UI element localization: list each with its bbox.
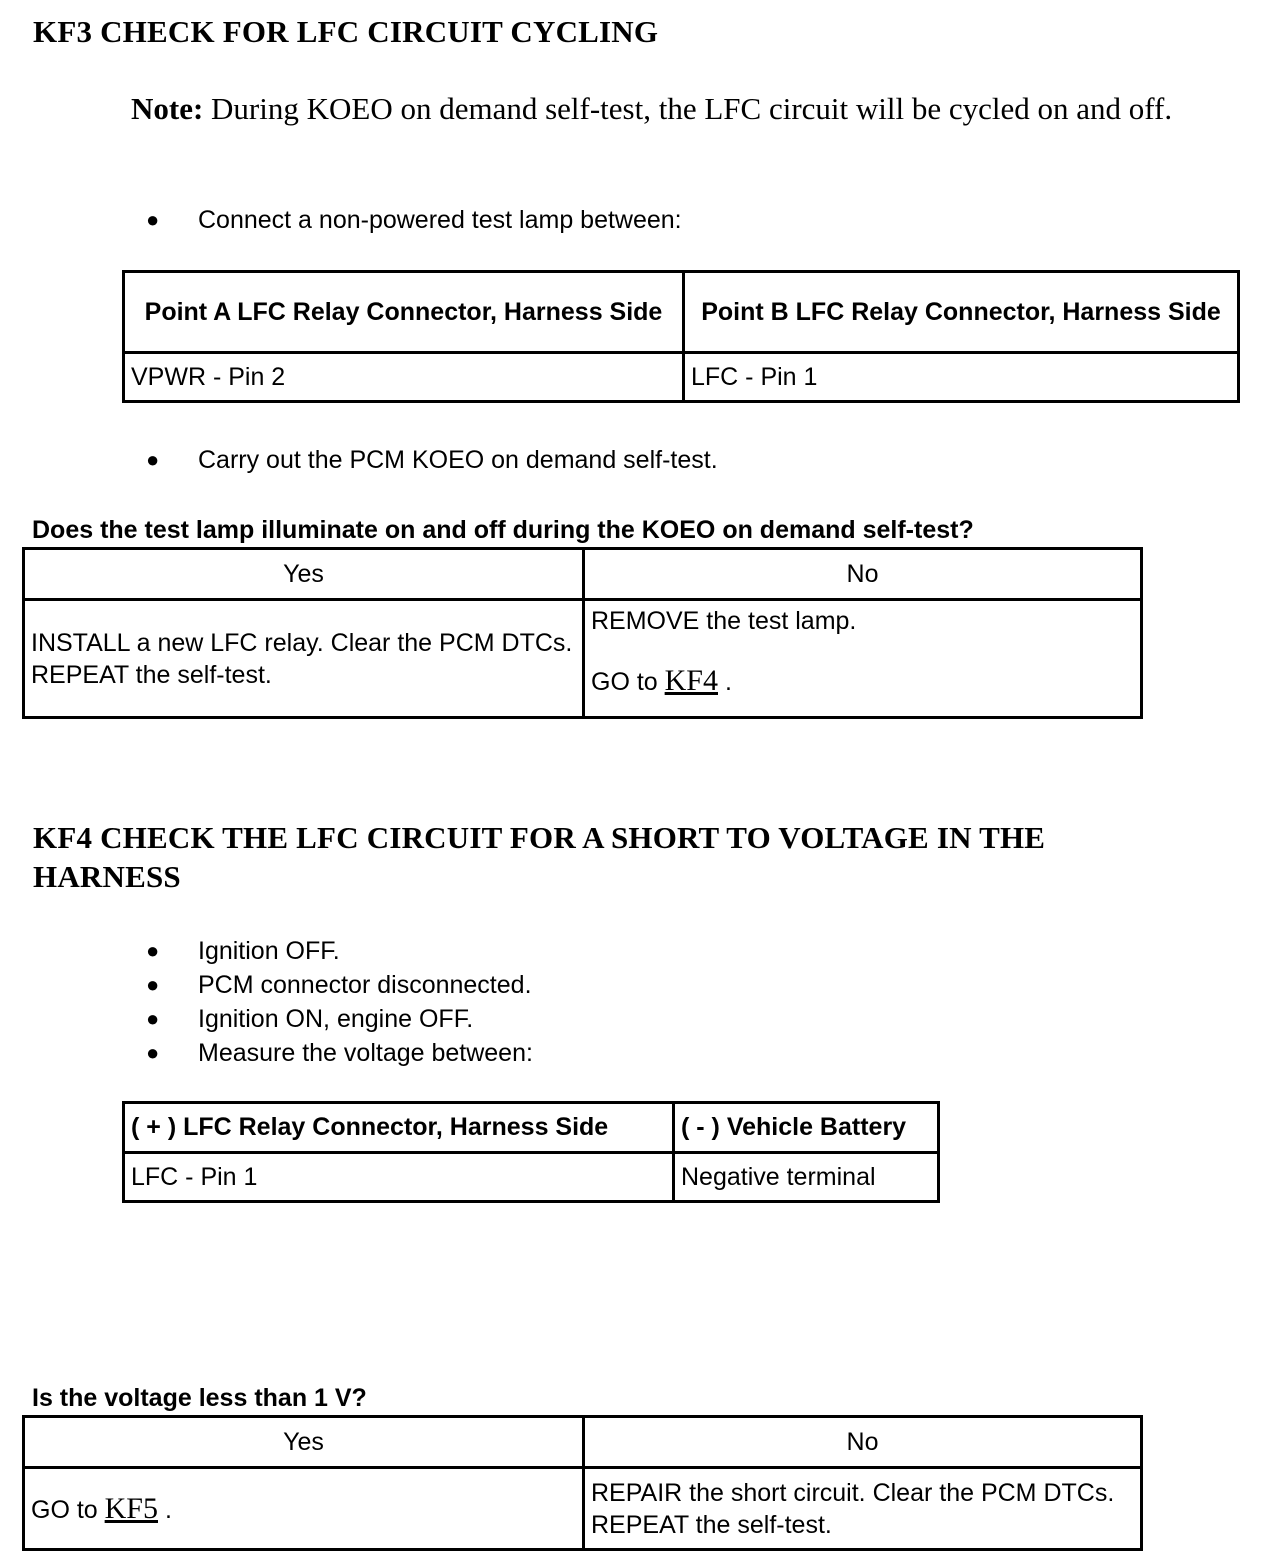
list-item (146, 934, 533, 968)
bullet-text: PCM connector disconnected. (198, 971, 532, 999)
goto-prefix: GO to (31, 1495, 105, 1524)
list-item (146, 1036, 533, 1070)
goto-suffix: . (718, 668, 732, 696)
note-label: Note: (131, 91, 204, 126)
kf3-bullet-selftest (146, 443, 718, 477)
kf3-answer-table (22, 547, 1143, 719)
kf3-note (131, 90, 1221, 128)
goto-prefix: GO to (591, 668, 665, 696)
bullet-icon: ● (146, 447, 160, 472)
kf4-link[interactable]: KF4 (664, 664, 718, 697)
answer-header-yes: Yes (24, 549, 584, 600)
table-cell-point-b: LFC - Pin 1 (684, 353, 1239, 402)
answer-no-cell (584, 600, 1142, 718)
table-cell-negative: Negative terminal (674, 1153, 939, 1202)
answer-row (24, 1468, 1142, 1550)
bullet-text: Ignition OFF. (198, 937, 340, 965)
kf4-question: Is the voltage less than 1 V? (32, 1384, 367, 1412)
table-header-point-b: Point B LFC Relay Connector, Harness Side (684, 272, 1239, 353)
list-item (146, 1002, 533, 1036)
table-header-negative: ( - ) Vehicle Battery (674, 1103, 939, 1153)
kf4-measure-table (122, 1101, 940, 1203)
bullet-text: Ignition ON, engine OFF. (198, 1005, 474, 1033)
answer-no-goto (591, 664, 1134, 698)
table-header-positive: ( + ) LFC Relay Connector, Harness Side (124, 1103, 674, 1153)
kf5-link[interactable]: KF5 (104, 1491, 158, 1525)
list-item (146, 968, 533, 1002)
bullet-text: Connect a non-powered test lamp between: (198, 206, 682, 234)
kf4-heading-line1: KF4 CHECK THE LFC CIRCUIT FOR A SHORT TO VOLTAGE IN THE (33, 820, 1046, 855)
answer-yes-cell: INSTALL a new LFC relay. Clear the PCM DTCs. REPEAT the self-test. (24, 600, 584, 718)
goto-suffix: . (158, 1495, 172, 1524)
kf3-heading: KF3 CHECK FOR LFC CIRCUIT CYCLING (33, 14, 659, 49)
kf3-connection-table (122, 270, 1240, 403)
table-header-row (124, 272, 1239, 353)
table-row (124, 353, 1239, 402)
answer-header-no: No (584, 549, 1142, 600)
table-row (124, 1153, 939, 1202)
bullet-icon: ● (146, 207, 160, 232)
bullet-icon: ● (146, 1006, 160, 1031)
answer-row (24, 600, 1142, 718)
answer-header-row (24, 549, 1142, 600)
table-cell-positive: LFC - Pin 1 (124, 1153, 674, 1202)
answer-no-cell: REPAIR the short circuit. Clear the PCM DTCs. REPEAT the self-test. (584, 1468, 1142, 1550)
table-header-point-a: Point A LFC Relay Connector, Harness Side (124, 272, 684, 353)
kf4-heading-line2: HARNESS (33, 859, 181, 894)
note-text: During KOEO on demand self-test, the LFC circuit will be cycled on and off. (203, 91, 1173, 126)
bullet-icon: ● (146, 938, 160, 963)
kf3-question: Does the test lamp illuminate on and off during the KOEO on demand self-test? (32, 516, 974, 544)
kf4-answer-table (22, 1415, 1143, 1551)
answer-no-text: REMOVE the test lamp. (591, 607, 857, 635)
table-cell-point-a: VPWR - Pin 2 (124, 353, 684, 402)
bullet-text: Measure the voltage between: (198, 1039, 533, 1067)
answer-header-no: No (584, 1417, 1142, 1468)
answer-yes-cell (24, 1468, 584, 1550)
bullet-text: Carry out the PCM KOEO on demand self-test. (198, 446, 718, 474)
kf3-bullet-connect (146, 203, 682, 237)
bullet-icon: ● (146, 972, 160, 997)
kf4-heading (33, 818, 1045, 896)
answer-header-row (24, 1417, 1142, 1468)
answer-header-yes: Yes (24, 1417, 584, 1468)
bullet-icon: ● (146, 1040, 160, 1065)
kf4-bullet-list (146, 934, 533, 1070)
table-header-row (124, 1103, 939, 1153)
